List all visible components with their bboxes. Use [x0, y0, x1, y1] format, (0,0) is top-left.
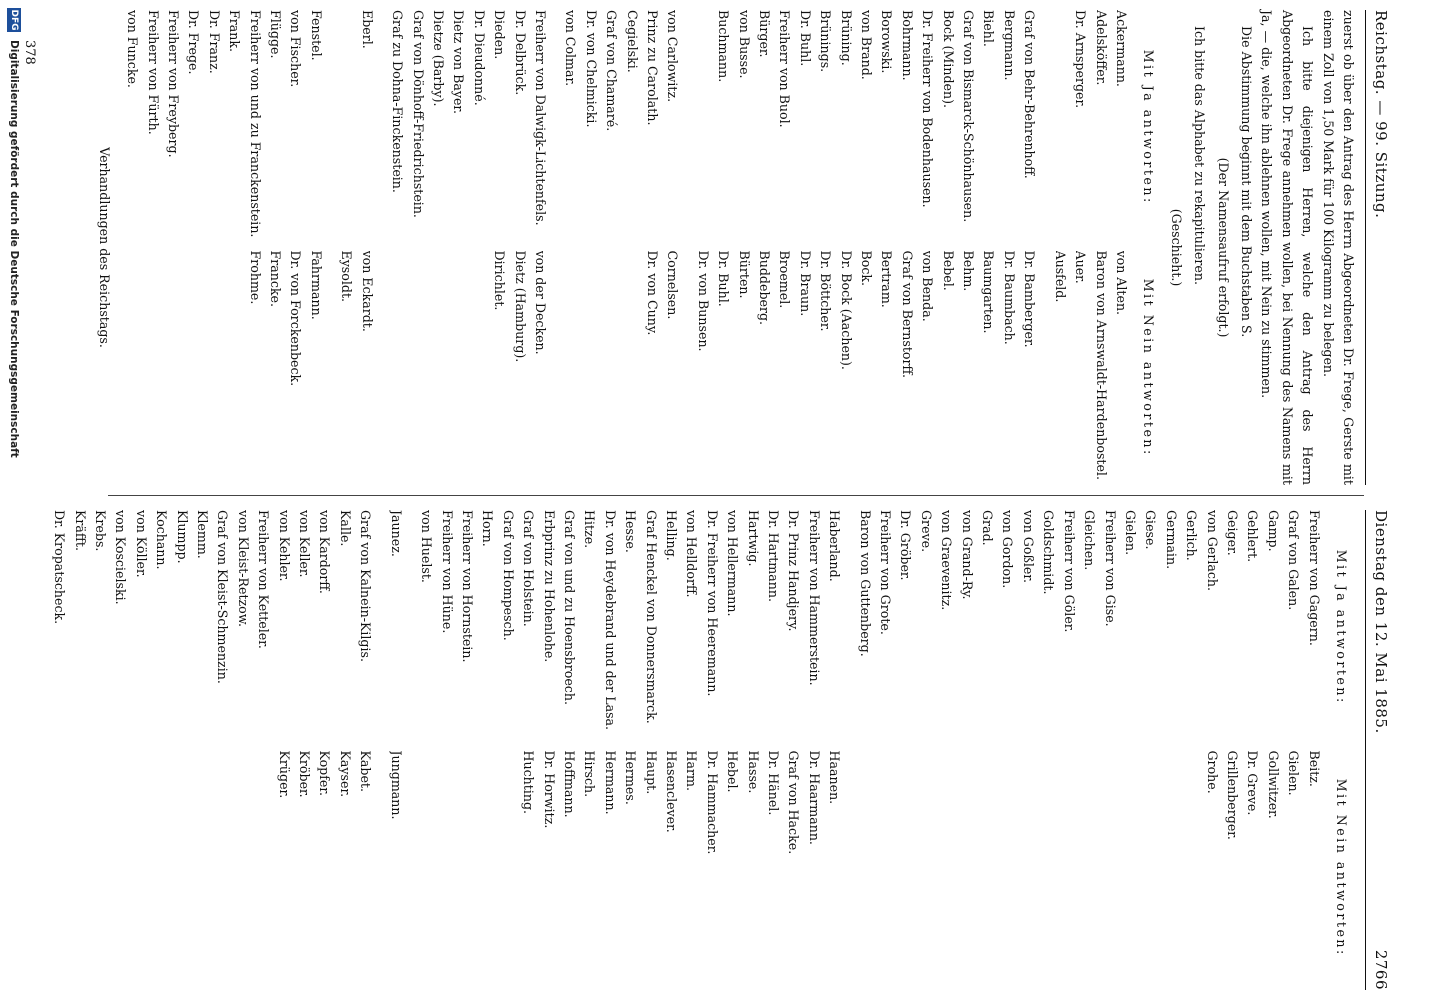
vote-block-j: [385, 510, 405, 985]
member-name: Hasenclever.: [664, 750, 679, 833]
nein-list: [854, 751, 1323, 986]
member-name: Grillenberger.: [1224, 750, 1240, 840]
member-name: Dr. Buhl.: [797, 10, 813, 67]
member-name: Brünings.: [818, 10, 834, 73]
member-name: Gehlert.: [1245, 510, 1261, 563]
member-name: Dr. Franz.: [206, 10, 222, 74]
member-name: Fenstel.: [308, 10, 324, 61]
header-rule-right: [1365, 510, 1366, 990]
member-name: Dr. Dieudonné.: [471, 10, 487, 106]
member-name: Dr. Hartmann.: [766, 510, 782, 602]
member-name: Freiherr von Fürth.: [145, 10, 161, 135]
member-name: Dietze (Barby).: [430, 10, 446, 107]
member-name: Hebel.: [725, 750, 741, 793]
member-name: Freiherr von Grote.: [878, 510, 894, 635]
member-name: Graf von Behr-Behrenhoff.: [1022, 10, 1038, 179]
member-name: von Eckardt.: [359, 250, 375, 332]
member-name: Dr. Freiherr von Heeremann.: [704, 510, 720, 697]
member-name: Eysoldt.: [339, 250, 355, 303]
member-name: von Kardorff.: [317, 510, 333, 594]
ja-list: [1049, 10, 1131, 245]
member-name: Brüning.: [838, 10, 854, 66]
member-name: Dr. Bamberger.: [1022, 250, 1038, 348]
member-name: Frank.: [227, 10, 243, 53]
member-name: Frohme.: [247, 250, 263, 305]
member-name: Dr. Delbrück.: [512, 10, 528, 96]
member-name: Jungmann.: [388, 750, 404, 820]
ja-list: [416, 510, 845, 745]
member-name: Dr. Hammacher.: [704, 750, 720, 855]
member-name: Freiherr von Hornstein.: [459, 510, 475, 663]
member-name: Klemm.: [195, 510, 211, 559]
member-name: Bergmann.: [1001, 10, 1017, 81]
member-name: Dr. von Heydebrand und der Lasa.: [602, 510, 618, 731]
member-name: Dr. Buhl.: [716, 250, 732, 307]
member-name: Freiherr von Gise.: [1102, 510, 1118, 627]
member-name: Freiherr von Göler.: [1061, 510, 1077, 633]
member-name: Freiherr von Hammerstein.: [806, 510, 822, 686]
member-name: Flügge.: [268, 10, 284, 59]
member-name: Huchting.: [521, 750, 537, 815]
member-name: von Alten.: [1113, 250, 1129, 316]
member-name: Adelsköffer.: [1093, 10, 1109, 86]
member-name: Dr. Arnsperger.: [1073, 10, 1089, 109]
member-name: Kabet.: [358, 750, 374, 792]
paragraph: zuerst ob über den Antrag des Herrn Abgeordneten Dr. Frege, Gerste mit einem Zoll von 1,50 Mark für 100 Kilogramm zu belegen.: [1320, 10, 1356, 485]
vote-block-h: [416, 510, 845, 985]
member-name: Krebs.: [93, 510, 109, 552]
vote-block-g: [854, 510, 1323, 985]
member-name: Krüger.: [276, 750, 292, 799]
digitization-stamp: [4, 8, 24, 998]
member-name: Bürten.: [736, 250, 752, 299]
member-name: von Grand-Ry.: [959, 510, 975, 600]
page-header-left: Reichstag. — 99. Sitzung.: [1372, 10, 1390, 219]
member-name: von Funcke.: [125, 10, 141, 88]
ja-list: [854, 510, 1323, 745]
nein-list: [1049, 251, 1131, 486]
member-name: von Gordon.: [1000, 510, 1016, 589]
member-name: Dr. Hänel.: [766, 750, 782, 816]
member-name: Kopfer.: [317, 750, 333, 796]
member-name: Gleichen.: [1082, 510, 1098, 571]
nein-list: [385, 751, 405, 986]
member-name: von Goßler.: [1020, 510, 1036, 583]
member-name: Eberl.: [359, 10, 375, 49]
member-name: Dirichlet.: [492, 250, 508, 311]
right-column: [49, 510, 1358, 985]
stage-direction: (Geschieht.): [1168, 208, 1184, 287]
page-header-right: Dienstag den 12. Mai 1885.: [1372, 510, 1390, 734]
ja-list: [122, 10, 326, 245]
stage-direction: (Der Namensaufruf erfolgt.): [1215, 157, 1231, 338]
member-name: Dr. Braun.: [797, 250, 813, 317]
nein-list: [49, 751, 376, 986]
member-name: Bock.: [859, 250, 875, 287]
vote-block-d: [387, 10, 550, 485]
member-name: Helling.: [664, 510, 679, 561]
digitization-note: Digitalisierung gefördert durch die Deutsche Forschungsgemeinschaft: [8, 40, 20, 458]
member-name: Hermes.: [623, 750, 639, 805]
member-name: Auer.: [1073, 250, 1089, 284]
member-name: Kräfft.: [72, 510, 88, 551]
vote-headings: [1328, 510, 1354, 985]
member-name: Germain.: [1163, 510, 1179, 570]
left-column: [90, 10, 1358, 485]
member-name: Dr. Horwitz.: [541, 750, 557, 829]
header-rule-left: [1365, 10, 1366, 485]
member-name: Freiherr von Buol.: [777, 10, 793, 128]
ja-heading: Mit Ja antworten:: [1141, 49, 1157, 205]
member-name: Bürger.: [757, 10, 773, 58]
member-name: Graf von Hacke.: [786, 750, 802, 855]
member-name: Graf von Dönhoff-Friedrichstein.: [410, 10, 426, 218]
member-name: Graf von Holstein.: [521, 510, 537, 627]
member-name: Grad.: [980, 510, 996, 546]
member-name: von Busse.: [736, 10, 752, 79]
member-name: Hirsch.: [582, 750, 598, 798]
member-name: Kochann.: [154, 510, 170, 570]
member-name: Graf von Kleist-Schmenzin.: [215, 510, 231, 684]
member-name: Gamp.: [1265, 510, 1281, 552]
member-name: Jaunez.: [388, 510, 404, 557]
member-name: Ackermann.: [1113, 10, 1129, 87]
ja-list: [560, 10, 682, 245]
member-name: Dietz von Bayer.: [451, 10, 467, 115]
member-name: von Kehler.: [276, 510, 292, 582]
member-name: von Kleist-Retzow.: [235, 510, 251, 628]
vote-block-k: [49, 510, 376, 985]
member-name: Freiherr von Ketteler.: [256, 510, 272, 649]
member-name: von Colmar.: [563, 10, 579, 87]
member-name: Beitz.: [1306, 750, 1322, 787]
member-name: Bebel.: [940, 250, 956, 291]
nein-heading: Mit Nein antworten:: [1334, 778, 1349, 957]
member-name: Freiherr von Hüne.: [439, 510, 455, 634]
ja-list: [385, 510, 405, 745]
member-name: Bertram.: [879, 250, 895, 308]
member-name: von Hellermann.: [725, 510, 741, 617]
vote-block-c: [560, 10, 682, 485]
member-name: Borowski.: [879, 10, 895, 74]
member-name: Kalle.: [337, 510, 353, 547]
member-name: Graf von Kalnein-Kilgis.: [358, 510, 374, 662]
ja-list: [336, 10, 377, 245]
member-name: Dr. Kropatscheck.: [52, 510, 68, 625]
footer-title: Verhandlungen des Reichstags.: [96, 147, 112, 348]
member-name: Gielen.: [1286, 750, 1302, 796]
member-name: Dr. Baumbach.: [1001, 250, 1017, 345]
member-name: Freiherr von Dalwigk-Lichtenfels.: [532, 10, 548, 226]
page-number-bottom: 378: [22, 40, 37, 65]
vote-headings: [1135, 10, 1161, 485]
paragraph: Ich bitte das Alphabet zu rekapitulieren.: [1192, 26, 1208, 285]
column-divider: [108, 495, 1364, 496]
member-name: Dieden.: [492, 10, 508, 60]
vote-block-f: [122, 10, 326, 485]
member-name: von Helldorff.: [684, 510, 700, 598]
nein-list: [692, 251, 1039, 486]
member-name: Giese.: [1143, 510, 1159, 550]
member-name: Baumgarten.: [981, 250, 997, 334]
member-name: Haupt.: [643, 750, 659, 795]
member-name: Bohrmann.: [899, 10, 915, 81]
member-name: von Huelst.: [419, 510, 435, 583]
nein-list: [416, 751, 845, 986]
member-name: Buddeberg.: [757, 250, 773, 326]
member-name: Hesse.: [623, 510, 639, 553]
member-name: Dr. Frege.: [186, 10, 202, 75]
member-name: Harm.: [684, 750, 700, 791]
page-number-top: 2766: [1372, 949, 1390, 990]
member-name: Graf Henckel von Donnersmarck.: [643, 510, 659, 724]
member-name: Hartwig.: [745, 510, 761, 567]
member-name: Fahrmann.: [308, 250, 324, 320]
member-name: Graf von Bernstorff.: [899, 250, 915, 379]
member-name: Goldschmidt.: [1041, 510, 1057, 595]
ja-list: [49, 510, 376, 745]
member-name: Freiherr von Gagern.: [1306, 510, 1322, 646]
nein-list: [387, 251, 550, 486]
member-name: Dr. Prinz Handjery.: [786, 510, 802, 632]
nein-list: [560, 251, 682, 486]
member-name: Klumpp.: [174, 510, 190, 564]
member-name: Dr. Böttcher.: [818, 250, 834, 332]
member-name: von Koscielski.: [113, 510, 129, 605]
dfg-logo-icon: DFG: [9, 9, 19, 31]
vote-block-b: [692, 10, 1039, 485]
member-name: von Keller.: [297, 510, 313, 578]
vote-block-e: [336, 10, 377, 485]
member-name: Hasse.: [745, 750, 761, 794]
ja-list: [692, 10, 1039, 245]
member-name: Dr. von Forckenbeck.: [288, 250, 304, 387]
ja-heading: Mit Ja antworten:: [1334, 549, 1349, 705]
member-name: Dietz (Hamburg).: [512, 250, 528, 363]
member-name: Gielen.: [1122, 510, 1138, 556]
member-name: Dr. von Cuny.: [645, 250, 660, 336]
vote-block-a: [1049, 10, 1131, 485]
member-name: Behm.: [961, 250, 977, 292]
member-name: Hermann.: [602, 750, 618, 815]
member-name: Francke.: [268, 250, 284, 308]
member-name: von Benda.: [920, 250, 936, 322]
member-name: Dr. Bock (Aachen).: [838, 250, 854, 370]
member-name: Buchmann.: [716, 10, 732, 83]
member-name: Graf von Galen.: [1286, 510, 1302, 611]
member-name: Haberland.: [827, 510, 843, 582]
member-name: Cornelsen.: [665, 250, 681, 320]
member-name: Broemel.: [777, 250, 793, 309]
member-name: von der Decken.: [532, 250, 548, 355]
member-name: Grohe.: [1204, 750, 1220, 794]
member-name: Biehl.: [981, 10, 997, 47]
nein-list: [336, 251, 377, 486]
member-name: von Gerlach.: [1204, 510, 1220, 592]
nein-heading: Mit Nein antworten:: [1141, 278, 1157, 457]
member-name: Baron von Guttenberg.: [857, 510, 873, 657]
member-name: von Köller.: [133, 510, 149, 578]
member-name: Ausfeld.: [1052, 250, 1068, 303]
member-name: Graf von Bismarck-Schönhausen.: [961, 10, 977, 223]
paragraph: Ich bitte diejenigen Herren, welche den Antrag des Herrn Abgeordneten Dr. Frege annehmen wollen, bei Nennung des Namens mit Ja, — die, welche ihn ablehnen wollen, mit Nein zu stimmen.: [1259, 10, 1316, 485]
member-name: Hoffmann.: [561, 750, 577, 818]
member-name: Gollwitzer.: [1265, 750, 1281, 819]
member-name: Geiger.: [1224, 510, 1240, 556]
member-name: Greve.: [918, 510, 934, 553]
member-name: Dr. von Bunsen.: [695, 250, 711, 352]
member-name: von Carlowitz.: [665, 10, 681, 103]
member-name: Dr. Haarmann.: [806, 750, 822, 845]
member-name: Prinz zu Carolath.: [645, 10, 660, 126]
member-name: Kröber.: [297, 750, 313, 798]
member-name: Freiherr von und zu Franckenstein.: [247, 10, 263, 238]
ja-list: [387, 10, 550, 245]
member-name: Kayser.: [337, 750, 353, 798]
member-name: Erbprinz zu Hohenlohe.: [541, 510, 557, 663]
paragraph: Die Abstimmung beginnt mit dem Buchstaben S.: [1238, 26, 1254, 338]
member-name: von Graevenitz.: [939, 510, 955, 611]
member-name: Horn.: [480, 510, 496, 547]
member-name: Gerlich.: [1184, 510, 1200, 561]
member-name: Haanen.: [827, 750, 843, 805]
member-name: Graf von und zu Hoensbroech.: [561, 510, 577, 705]
member-name: Cegielski.: [624, 10, 640, 73]
member-name: Graf zu Dohna-Finckenstein.: [390, 10, 406, 193]
member-name: Graf von Hompesch.: [500, 510, 516, 641]
member-name: Dr. von Chelmicki.: [583, 10, 599, 128]
member-name: Dr. Greve.: [1245, 750, 1261, 816]
member-name: Dr. Freiherr von Bodenhausen.: [920, 10, 936, 208]
member-name: Graf von Chamaré.: [604, 10, 620, 132]
member-name: Freiherr von Freyberg.: [166, 10, 182, 158]
nein-list: [122, 251, 326, 486]
member-name: von Fischer.: [288, 10, 304, 88]
member-name: Bock (Minden).: [940, 10, 956, 109]
member-name: Baron von Arnswaldt-Hardenbostel.: [1093, 250, 1109, 480]
member-name: Hitze.: [582, 510, 598, 549]
member-name: Dr. Gröber.: [898, 510, 914, 581]
member-name: von Brand.: [859, 10, 875, 80]
